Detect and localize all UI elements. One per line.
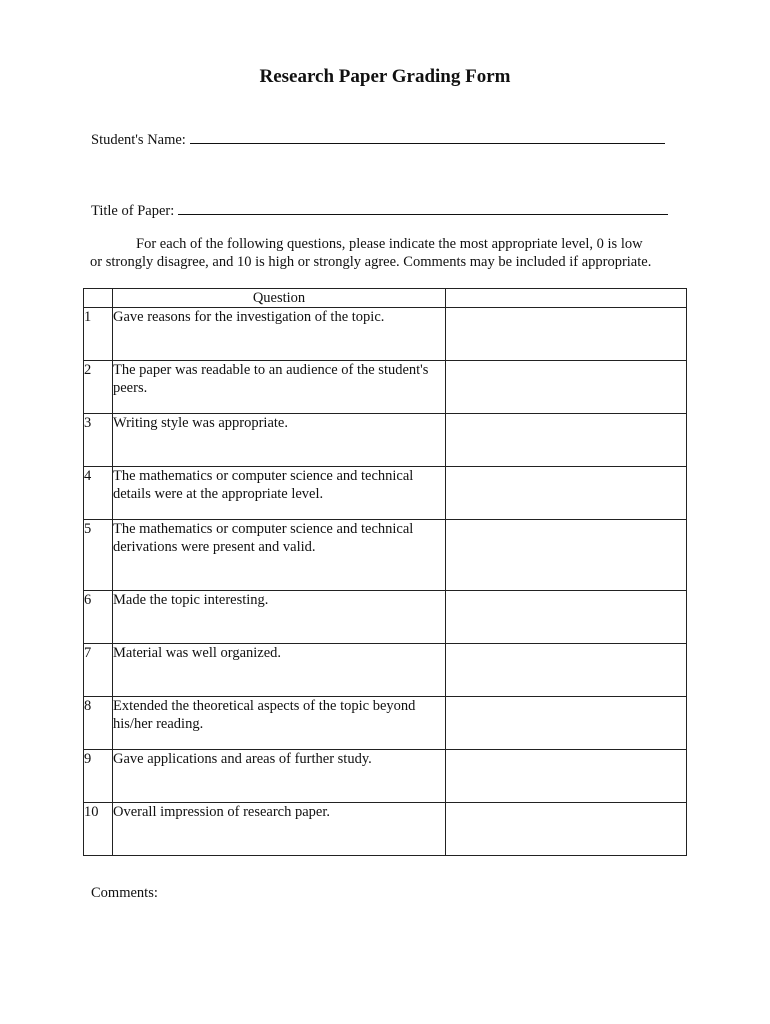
row-question: The mathematics or computer science and technical derivations were present and valid. (113, 520, 446, 591)
paper-title-label: Title of Paper: (91, 203, 175, 219)
instructions-line-2: or strongly disagree, and 10 is high or strongly agree. Comments may be included if appropriate. (90, 254, 652, 270)
grading-table (83, 288, 687, 856)
header-number (84, 289, 113, 308)
instructions (90, 235, 690, 271)
row-score-cell[interactable] (446, 361, 687, 414)
table-row (84, 591, 687, 644)
row-question: Overall impression of research paper. (113, 803, 446, 856)
table-header-row (84, 289, 687, 308)
table-row (84, 467, 687, 520)
row-number: 9 (84, 750, 113, 803)
row-score-cell[interactable] (446, 644, 687, 697)
row-number: 6 (84, 591, 113, 644)
row-score-cell[interactable] (446, 308, 687, 361)
header-score (446, 289, 687, 308)
row-score-cell[interactable] (446, 591, 687, 644)
row-question: Gave applications and areas of further study. (113, 750, 446, 803)
row-question: The mathematics or computer science and technical details were at the appropriate level. (113, 467, 446, 520)
row-number: 2 (84, 361, 113, 414)
row-number: 1 (84, 308, 113, 361)
instructions-line-1: For each of the following questions, please indicate the most appropriate level, 0 is low (136, 236, 643, 252)
student-name-field (91, 129, 665, 149)
header-question: Question (113, 289, 446, 308)
row-score-cell[interactable] (446, 467, 687, 520)
row-score-cell[interactable] (446, 803, 687, 856)
table-row (84, 520, 687, 591)
row-number: 4 (84, 467, 113, 520)
row-number: 3 (84, 414, 113, 467)
row-number: 8 (84, 697, 113, 750)
row-question: Material was well organized. (113, 644, 446, 697)
student-name-label: Student's Name: (91, 132, 186, 148)
paper-title-field (91, 200, 668, 220)
row-score-cell[interactable] (446, 414, 687, 467)
form-title: Research Paper Grading Form (259, 66, 511, 87)
row-question: The paper was readable to an audience of the student's peers. (113, 361, 446, 414)
row-score-cell[interactable] (446, 697, 687, 750)
table-row (84, 697, 687, 750)
table-row (84, 644, 687, 697)
row-question: Gave reasons for the investigation of the topic. (113, 308, 446, 361)
row-question: Writing style was appropriate. (113, 414, 446, 467)
row-question: Extended the theoretical aspects of the topic beyond his/her reading. (113, 697, 446, 750)
row-question: Made the topic interesting. (113, 591, 446, 644)
table-row (84, 361, 687, 414)
row-number: 5 (84, 520, 113, 591)
table-row (84, 803, 687, 856)
row-number: 7 (84, 644, 113, 697)
table-row (84, 414, 687, 467)
row-score-cell[interactable] (446, 520, 687, 591)
row-number: 10 (84, 803, 113, 856)
student-name-blank[interactable] (190, 129, 665, 144)
comments-label: Comments: (91, 885, 158, 901)
row-score-cell[interactable] (446, 750, 687, 803)
paper-title-blank[interactable] (178, 200, 668, 215)
table-row (84, 308, 687, 361)
table-row (84, 750, 687, 803)
